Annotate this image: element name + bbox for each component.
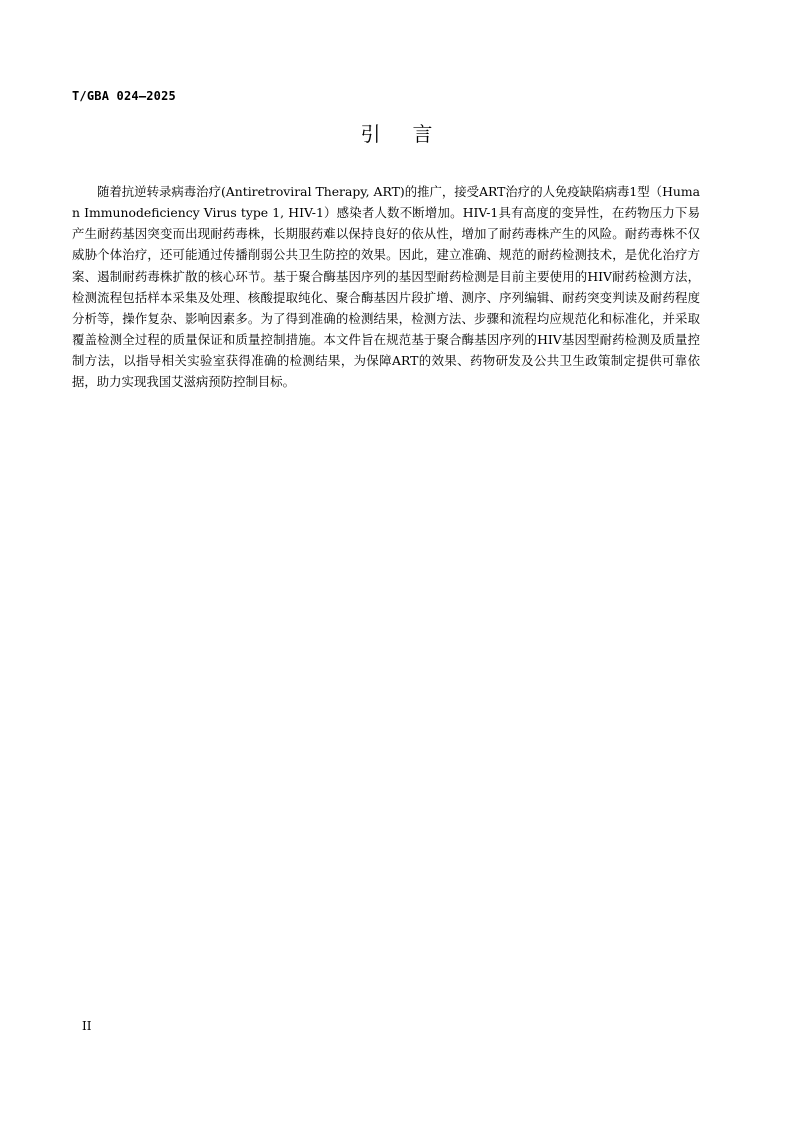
title-char-2: 言 xyxy=(412,122,433,146)
page-title xyxy=(0,118,793,147)
introduction-paragraph: 随着抗逆转录病毒治疗(Antiretroviral Therapy, ART)的推广，接受ART治疗的人免疫缺陷病毒1型（Human Immunodeficiency Virus type 1, HIV-1）感染者人数不断增加。HIV-1具有高度的变异性，在药物压力下易产生耐药基因突变而出现耐药毒株，长期服药难以保持良好的依从性，增加了耐药毒株产生的风险。耐药毒株不仅威胁个体治疗，还可能通过传播削弱公共卫生防控的效果。因此，建立准确、规范的耐药检测技术，是优化治疗方案、遏制耐药毒株扩散的核心环节。基于聚合酶基因序列的基因型耐药检测是目前主要使用的HIV耐药检测方法，检测流程包括样本采集及处理、核酸提取纯化、聚合酶基因片段扩增、测序、序列编辑、耐药突变判读及耐药程度分析等，操作复杂、影响因素多。为了得到准确的检测结果，检测方法、步骤和流程均应规范化和标准化，并采取覆盖检测全过程的质量保证和质量控制措施。本文件旨在规范基于聚合酶基因序列的HIV基因型耐药检测及质量控制方法，以指导相关实验室获得准确的检测结果，为保障ART的效果、药物研发及公共卫生政策制定提供可靠依据，助力实现我国艾滋病预防控制目标。 xyxy=(72,184,700,390)
document-code: T/GBA 024—2025 xyxy=(72,89,176,103)
title-char-1: 引 xyxy=(360,122,381,146)
page-number: II xyxy=(82,1019,92,1033)
